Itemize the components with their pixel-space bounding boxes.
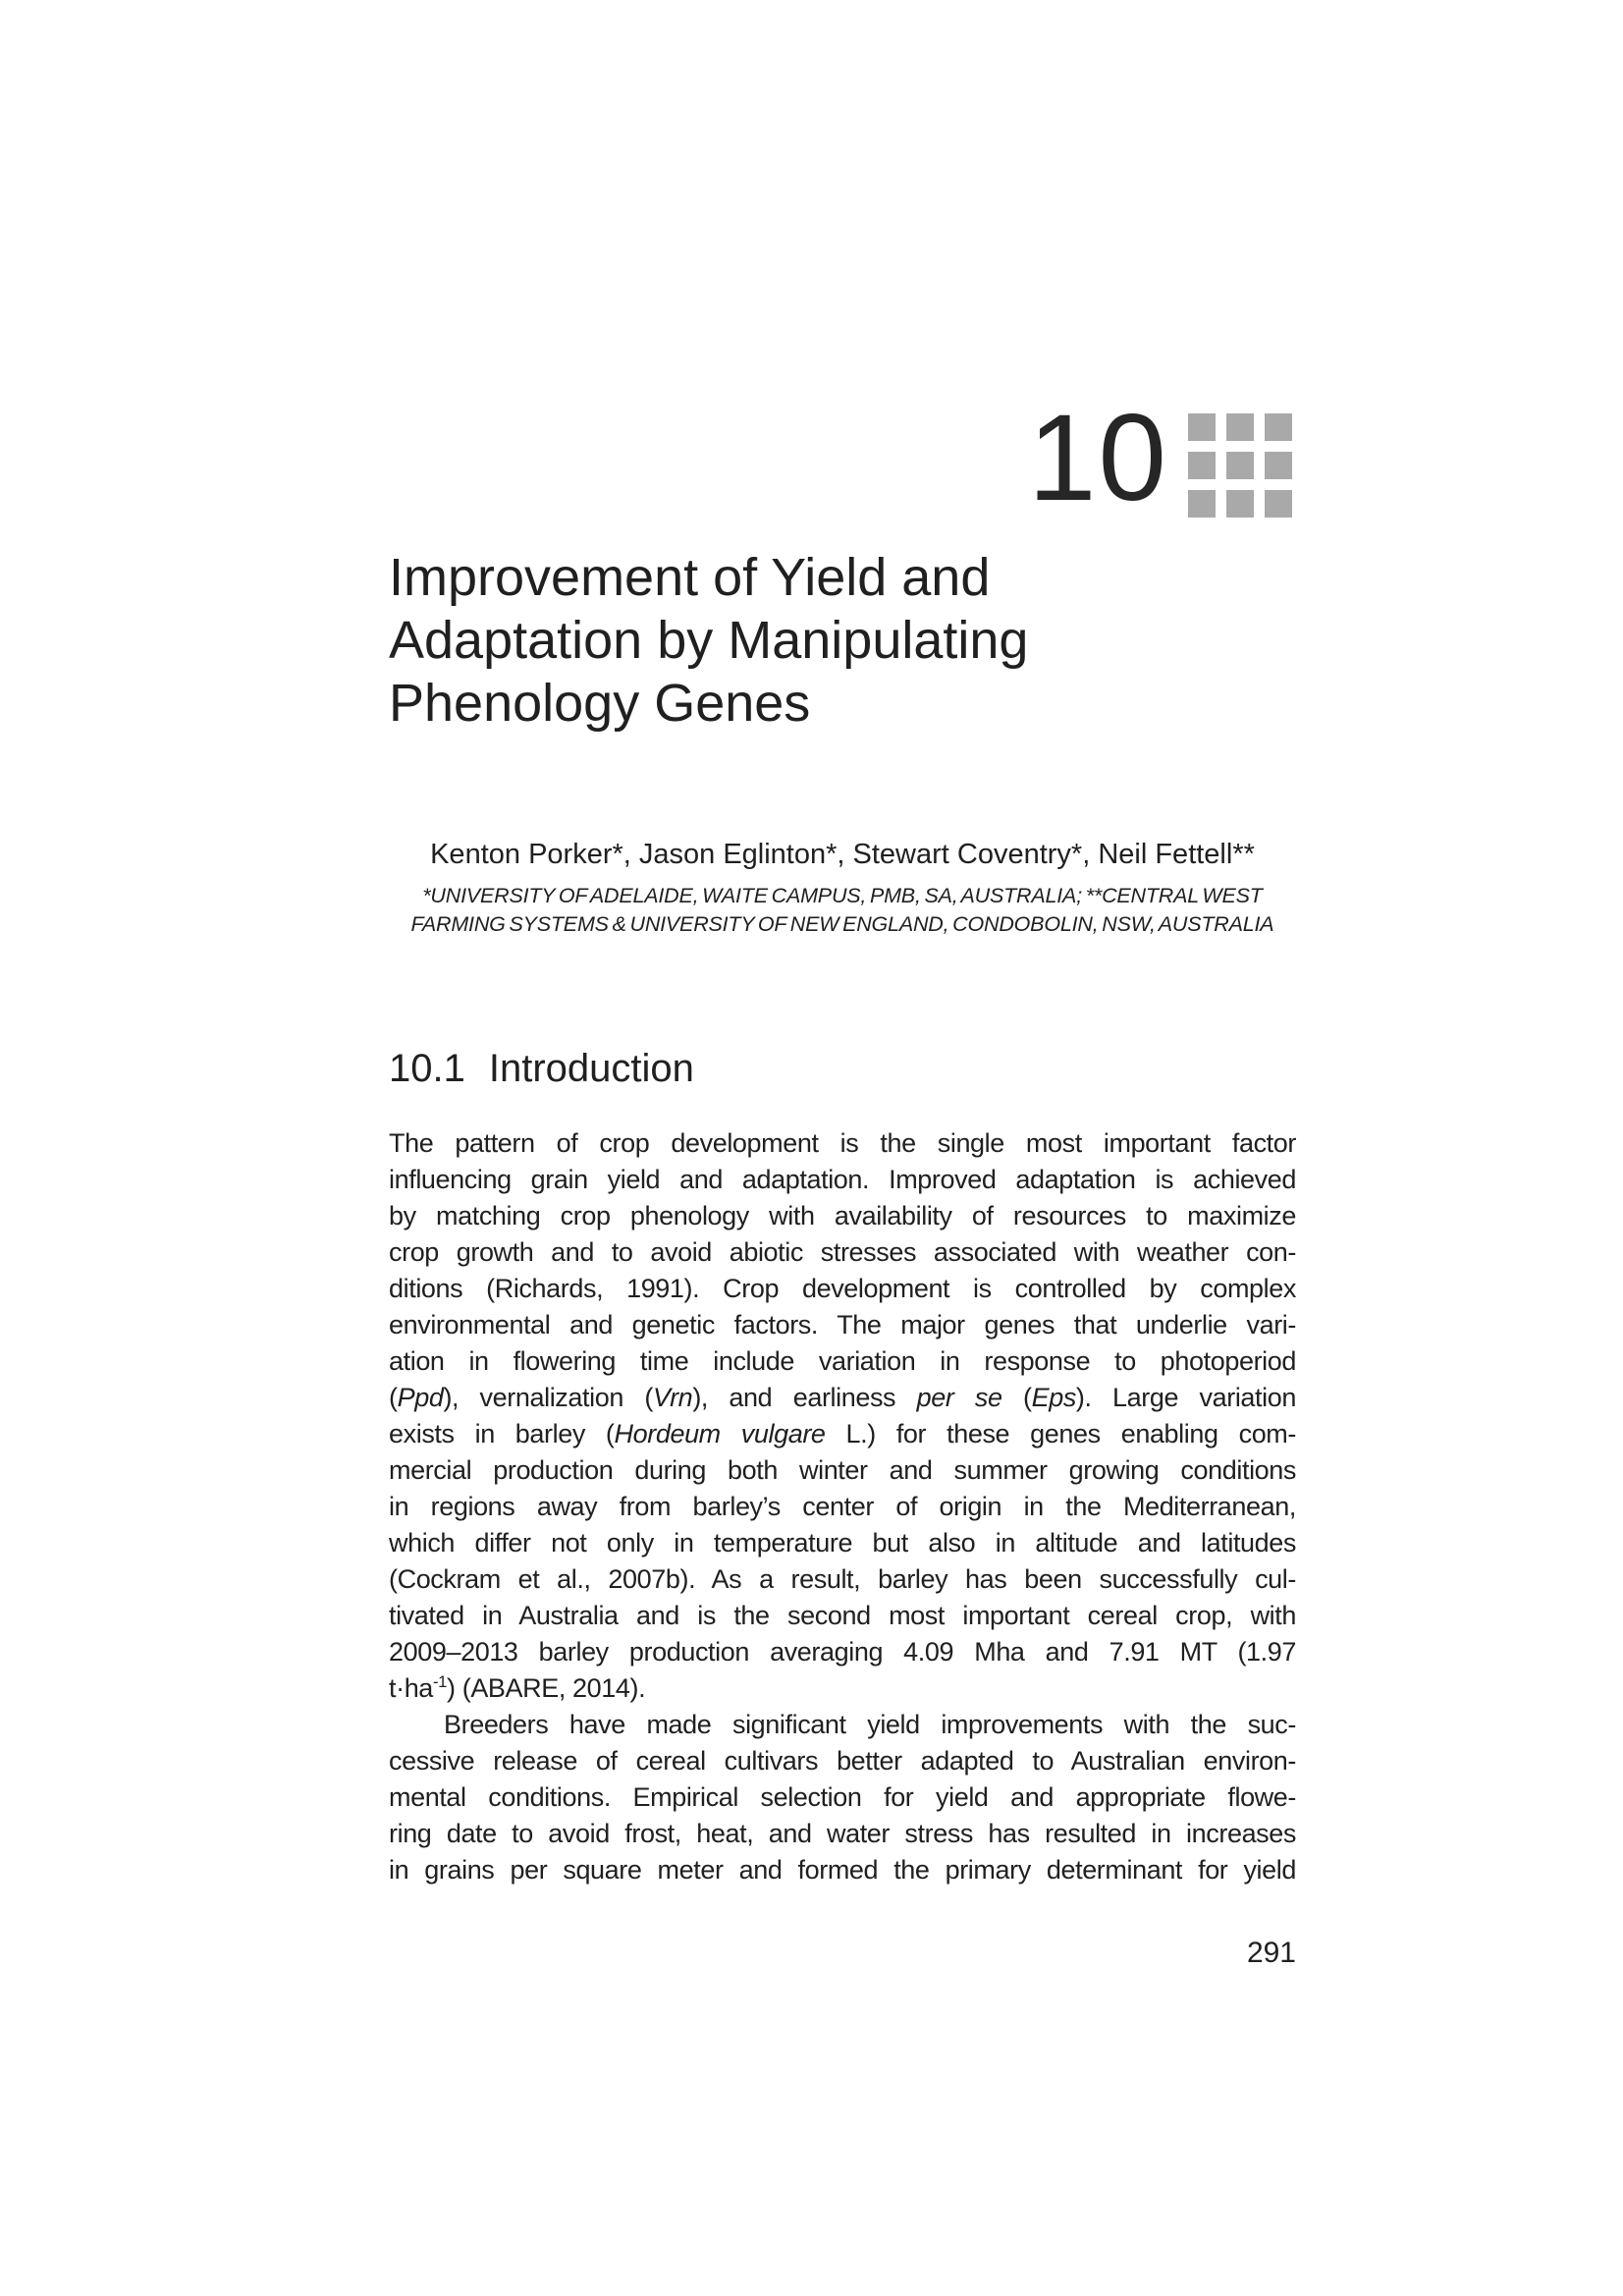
section-number: 10.1: [389, 1047, 465, 1090]
body-line: Breeders have made significant yield improvements with the suc-: [444, 1710, 1296, 1739]
body-text: [389, 1125, 1296, 1888]
byline: [389, 837, 1296, 939]
grid-square: [1188, 413, 1216, 441]
grid-square: [1226, 413, 1254, 441]
body-line: which differ not only in temperature but also in altitude and latitudes: [389, 1528, 1296, 1558]
chapter-title-line: Adaptation by Manipulating: [389, 611, 1029, 670]
body-line: (Ppd), vernalization (Vrn), and earliness per se (Eps). Large variation: [389, 1383, 1296, 1412]
body-line: in regions away from barley’s center of origin in the Mediterranean,: [389, 1492, 1296, 1521]
body-line: ditions (Richards, 1991). Crop development is controlled by complex: [389, 1274, 1296, 1303]
chapter-number: 10: [1027, 390, 1168, 526]
chapter-title: [389, 546, 1302, 735]
section-heading: [389, 1047, 694, 1091]
body-line: ring date to avoid frost, heat, and water stress has resulted in increases: [389, 1819, 1296, 1848]
body-line: The pattern of crop development is the single most important factor: [389, 1128, 1296, 1158]
affiliation-line: *UNIVERSITY OF ADELAIDE, WAITE CAMPUS, PMB, SA, AUSTRALIA; **CENTRAL WEST: [422, 884, 1263, 907]
body-line: environmental and genetic factors. The major genes that underlie vari-: [389, 1310, 1296, 1339]
body-line: exists in barley (Hordeum vulgare L.) for these genes enabling com-: [389, 1419, 1296, 1449]
body-line: crop growth and to avoid abiotic stresses associated with weather con-: [389, 1237, 1296, 1267]
body-line: ation in flowering time include variation in response to photoperiod: [389, 1346, 1296, 1376]
chapter-grid-icon: [1188, 413, 1292, 518]
grid-square: [1188, 490, 1216, 518]
body-line: mental conditions. Empirical selection for yield and appropriate flowe-: [389, 1782, 1296, 1812]
grid-square: [1226, 490, 1254, 518]
grid-square: [1265, 413, 1292, 441]
body-line: 2009–2013 barley production averaging 4.09 Mha and 7.91 MT (1.97: [389, 1637, 1296, 1667]
section-title: Introduction: [488, 1047, 694, 1090]
body-line: mercial production during both winter and summer growing conditions: [389, 1455, 1296, 1485]
grid-square: [1265, 490, 1292, 518]
affiliation-line: FARMING SYSTEMS & UNIVERSITY OF NEW ENGLAND, CONDOBOLIN, NSW, AUSTRALIA: [410, 912, 1274, 936]
authors-line: Kenton Porker*, Jason Eglinton*, Stewart Coventry*, Neil Fettell**: [430, 839, 1255, 870]
page-number: 291: [1246, 1937, 1296, 1969]
chapter-title-line: Improvement of Yield and: [389, 548, 991, 607]
grid-square: [1226, 452, 1254, 479]
grid-square: [1265, 452, 1292, 479]
body-line: in grains per square meter and formed the primary determinant for yield: [389, 1855, 1296, 1885]
affiliation: [389, 882, 1296, 939]
body-line: $t\cdot ha^{-1}$) (ABARE, 2014).: [389, 1672, 646, 1703]
body-line: cessive release of cereal cultivars better adapted to Australian environ-: [389, 1746, 1296, 1776]
body-line: influencing grain yield and adaptation. Improved adaptation is achieved: [389, 1165, 1296, 1194]
body-line: by matching crop phenology with availability of resources to maximize: [389, 1201, 1296, 1230]
body-line: tivated in Australia and is the second most important cereal crop, with: [389, 1601, 1296, 1630]
grid-square: [1188, 452, 1216, 479]
body-line: (Cockram et al., 2007b). As a result, barley has been successfully cul-: [389, 1564, 1296, 1594]
chapter-title-line: Phenology Genes: [389, 674, 811, 733]
